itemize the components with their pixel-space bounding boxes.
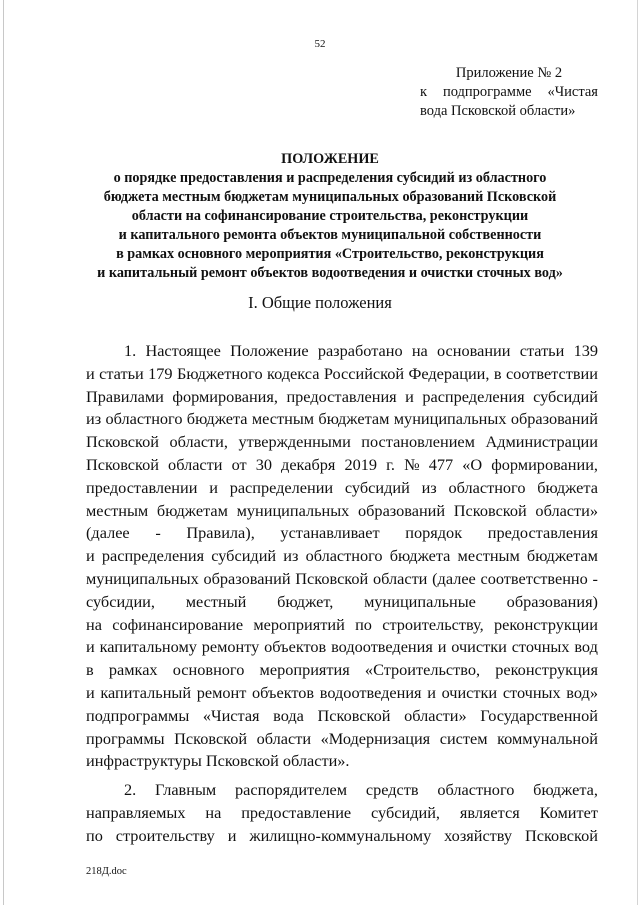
word: распределении xyxy=(229,477,334,497)
word: Федерации, xyxy=(408,363,490,383)
paragraph-line xyxy=(86,500,598,523)
word: Положение xyxy=(230,341,309,360)
word: предоставлении xyxy=(86,477,198,497)
body-text xyxy=(86,340,598,848)
word: субсидий, xyxy=(371,802,440,822)
word: статьи xyxy=(99,363,144,383)
word: вод» xyxy=(566,682,598,702)
title-line: бюджета местным бюджетам муниципальных образований Псковской xyxy=(103,189,557,205)
word: распорядителем xyxy=(235,780,348,800)
section-title: I. Общие положения xyxy=(248,293,392,312)
paragraph-line xyxy=(86,825,598,848)
word: областного xyxy=(437,780,515,800)
word: направляемых xyxy=(86,802,186,822)
word: коммунальной xyxy=(497,728,598,748)
word: в xyxy=(86,660,94,680)
word: в xyxy=(493,363,502,383)
word: на xyxy=(86,614,102,634)
word: вод xyxy=(574,637,598,657)
word: Псковской xyxy=(86,454,159,474)
word: образований xyxy=(358,500,446,520)
paragraph-line xyxy=(86,636,598,659)
word: бюджета xyxy=(389,546,451,566)
word: строительству, xyxy=(382,614,484,634)
word: г. xyxy=(386,454,396,474)
word: и xyxy=(86,363,95,383)
word: мероприятия xyxy=(259,660,350,680)
word: сточных xyxy=(502,682,561,702)
page-number: 52 xyxy=(314,38,326,50)
word: распределения xyxy=(101,546,205,566)
word: областного xyxy=(305,546,383,566)
word: области xyxy=(256,728,312,748)
word: и xyxy=(405,386,414,406)
word: (далее xyxy=(432,568,476,588)
title-line: и капитального ремонта объектов муниципальной собственности xyxy=(118,227,542,243)
word: программы xyxy=(86,728,165,748)
appendix-word: подпрограмме xyxy=(442,84,532,100)
word: является xyxy=(459,802,520,822)
word: от xyxy=(231,454,247,474)
word: областного xyxy=(448,477,526,497)
word: строительству xyxy=(115,825,215,845)
word: и xyxy=(86,682,95,702)
word: ремонт xyxy=(196,682,247,702)
paragraph-line xyxy=(86,545,598,568)
word: Бюджетного xyxy=(176,363,263,383)
word: Государственной xyxy=(480,705,598,725)
word: вода xyxy=(273,705,304,725)
word: мероприятий xyxy=(253,614,345,634)
word: муниципальных xyxy=(236,500,350,520)
word: бюджетам xyxy=(526,546,598,566)
word: основного xyxy=(172,660,245,680)
title-line: и капитальный ремонт объектов водоотведения и очистки сточных вод» xyxy=(97,265,563,281)
paragraph-2 xyxy=(86,779,598,847)
word: реконструкция xyxy=(495,660,598,680)
word: бюджета xyxy=(537,477,598,497)
word: местным xyxy=(457,546,520,566)
word: предоставление xyxy=(241,802,352,822)
word: из xyxy=(283,546,299,566)
word: утвержденными xyxy=(238,432,351,452)
paragraph-line xyxy=(86,454,598,477)
word: капитальному xyxy=(99,637,197,657)
word: Правилами xyxy=(86,386,164,406)
word: очистки xyxy=(441,682,498,702)
word: бюджетам xyxy=(156,500,228,520)
word: области» xyxy=(535,500,598,520)
paragraph-line xyxy=(86,614,598,637)
title-line: о порядке предоставления и распределения субсидий из областного xyxy=(113,170,547,186)
word: очистки xyxy=(451,637,507,657)
word: устанавливает xyxy=(280,523,380,543)
document-title xyxy=(60,150,600,283)
word: «Строительство, xyxy=(364,660,481,680)
word: «Чистая xyxy=(202,705,260,725)
word: кодекса xyxy=(267,363,320,383)
word: местный xyxy=(185,591,247,611)
appendix-line-2 xyxy=(420,83,598,102)
word: «Модернизация xyxy=(320,728,431,748)
word: Комитет xyxy=(539,802,598,822)
word: декабря xyxy=(281,454,336,474)
word: и xyxy=(427,682,436,702)
word: рамках xyxy=(108,660,158,680)
word: Главным xyxy=(155,780,217,800)
word: на xyxy=(205,802,222,822)
paragraph-line xyxy=(86,386,598,409)
scan-edge-right xyxy=(637,0,638,905)
appendix-word: «Чистая xyxy=(547,84,598,100)
paragraph-1 xyxy=(86,340,598,750)
word: муниципальных xyxy=(86,568,199,588)
paragraph-line xyxy=(86,591,598,614)
word: реконструкции xyxy=(493,614,598,634)
paragraph-line xyxy=(86,431,598,454)
word: 139 xyxy=(573,341,598,360)
paragraph-line xyxy=(86,522,598,545)
word: и xyxy=(86,546,95,566)
appendix-line-3: вода Псковской области» xyxy=(420,103,576,119)
word: систем xyxy=(439,728,488,748)
word: области, xyxy=(169,432,228,452)
word: - xyxy=(592,568,598,588)
word: субсидий xyxy=(533,386,598,406)
word: Псковской xyxy=(174,728,248,748)
word: средств xyxy=(365,780,419,800)
word: по xyxy=(86,825,103,845)
paragraph-line xyxy=(86,728,598,751)
word: по xyxy=(355,614,372,634)
word: и xyxy=(227,825,237,845)
file-name-footer: 218Д.doc xyxy=(86,866,127,877)
word: субсидий xyxy=(344,477,410,497)
word: на xyxy=(411,341,428,360)
word: - xyxy=(155,523,161,543)
word: из xyxy=(421,477,437,497)
word: хозяйству xyxy=(444,825,513,845)
word: образований xyxy=(510,409,598,429)
paragraph-line xyxy=(86,408,598,431)
paragraph-line xyxy=(86,802,598,825)
word: субсидии, xyxy=(86,591,155,611)
word: 2. xyxy=(124,780,137,800)
word: и xyxy=(209,477,218,497)
paragraph-line xyxy=(86,659,598,682)
word: разработано xyxy=(317,341,403,360)
word: объектов xyxy=(252,682,315,702)
paragraph-line: инфраструктуры Псковской области». xyxy=(86,751,350,771)
word: водоотведения xyxy=(319,682,422,702)
word: основании xyxy=(437,341,511,360)
word: и xyxy=(86,637,95,657)
word: формировании, xyxy=(491,454,598,474)
word: Псковской xyxy=(453,500,527,520)
word: образований xyxy=(203,568,291,588)
word: формирования, xyxy=(172,386,278,406)
word: жилищно-коммунальному xyxy=(249,825,432,845)
word: № xyxy=(404,454,420,474)
word: субсидий xyxy=(211,546,277,566)
title-line: в рамках основного мероприятия «Строительство, реконструкция xyxy=(116,246,544,262)
word: из xyxy=(86,409,102,429)
word: распределения xyxy=(422,386,525,406)
word: сточных xyxy=(511,637,570,657)
word: бюджета, xyxy=(533,780,598,800)
word: 2019 xyxy=(344,454,378,474)
word: софинансирование xyxy=(112,614,244,634)
word: 30 xyxy=(255,454,272,474)
word: Настоящее xyxy=(145,341,221,360)
paragraph-line xyxy=(86,568,598,591)
word: капитальный xyxy=(100,682,192,702)
scan-edge-left xyxy=(3,0,4,905)
paragraph-line xyxy=(86,363,598,386)
word: области xyxy=(168,454,223,474)
word: соответственно xyxy=(480,568,588,588)
word: Псковской xyxy=(86,432,159,452)
appendix-line-1: Приложение № 2 xyxy=(455,65,563,81)
word: (далее xyxy=(86,523,130,543)
paragraph-line xyxy=(86,477,598,500)
paragraph-line xyxy=(86,682,598,705)
word: объектов xyxy=(264,637,327,657)
word: постановлением xyxy=(361,432,475,452)
word: местным xyxy=(86,500,149,520)
word: Российской xyxy=(323,363,405,383)
word: муниципальных xyxy=(393,409,507,429)
title-line: области на софинансирование строительства, реконструкции xyxy=(131,208,529,224)
word: Правила), xyxy=(186,523,255,543)
word: муниципальные xyxy=(364,591,476,611)
word: предоставления xyxy=(286,386,397,406)
word: порядок xyxy=(405,523,463,543)
word: местным xyxy=(251,409,315,429)
word: предоставления xyxy=(487,523,598,543)
word: области xyxy=(372,568,428,588)
word: 477 xyxy=(428,454,454,474)
word: соответствии xyxy=(505,363,598,383)
word: области» xyxy=(404,705,467,725)
paragraph-line xyxy=(86,779,598,802)
word: образования) xyxy=(506,591,598,611)
word: бюджетам xyxy=(318,409,390,429)
word: областного xyxy=(105,409,183,429)
word: 1. xyxy=(124,341,137,360)
word: и xyxy=(437,637,447,657)
word: Администрации xyxy=(485,432,598,452)
word: ремонту xyxy=(201,637,260,657)
word: бюджета xyxy=(186,409,248,429)
word: бюджет, xyxy=(277,591,334,611)
title-heading: ПОЛОЖЕНИЕ xyxy=(281,151,379,167)
word: Псковской xyxy=(317,705,391,725)
word: водоотведения xyxy=(331,637,433,657)
word: статьи xyxy=(519,341,565,360)
appendix-note xyxy=(420,64,598,121)
paragraph-line xyxy=(86,705,598,728)
paragraph-line xyxy=(86,340,598,363)
word: Псковской xyxy=(295,568,369,588)
appendix-word: к xyxy=(420,84,428,100)
word: «О xyxy=(462,454,483,474)
word: подпрограммы xyxy=(86,705,190,725)
word: Псковской xyxy=(524,825,598,845)
word: 179 xyxy=(148,363,173,383)
